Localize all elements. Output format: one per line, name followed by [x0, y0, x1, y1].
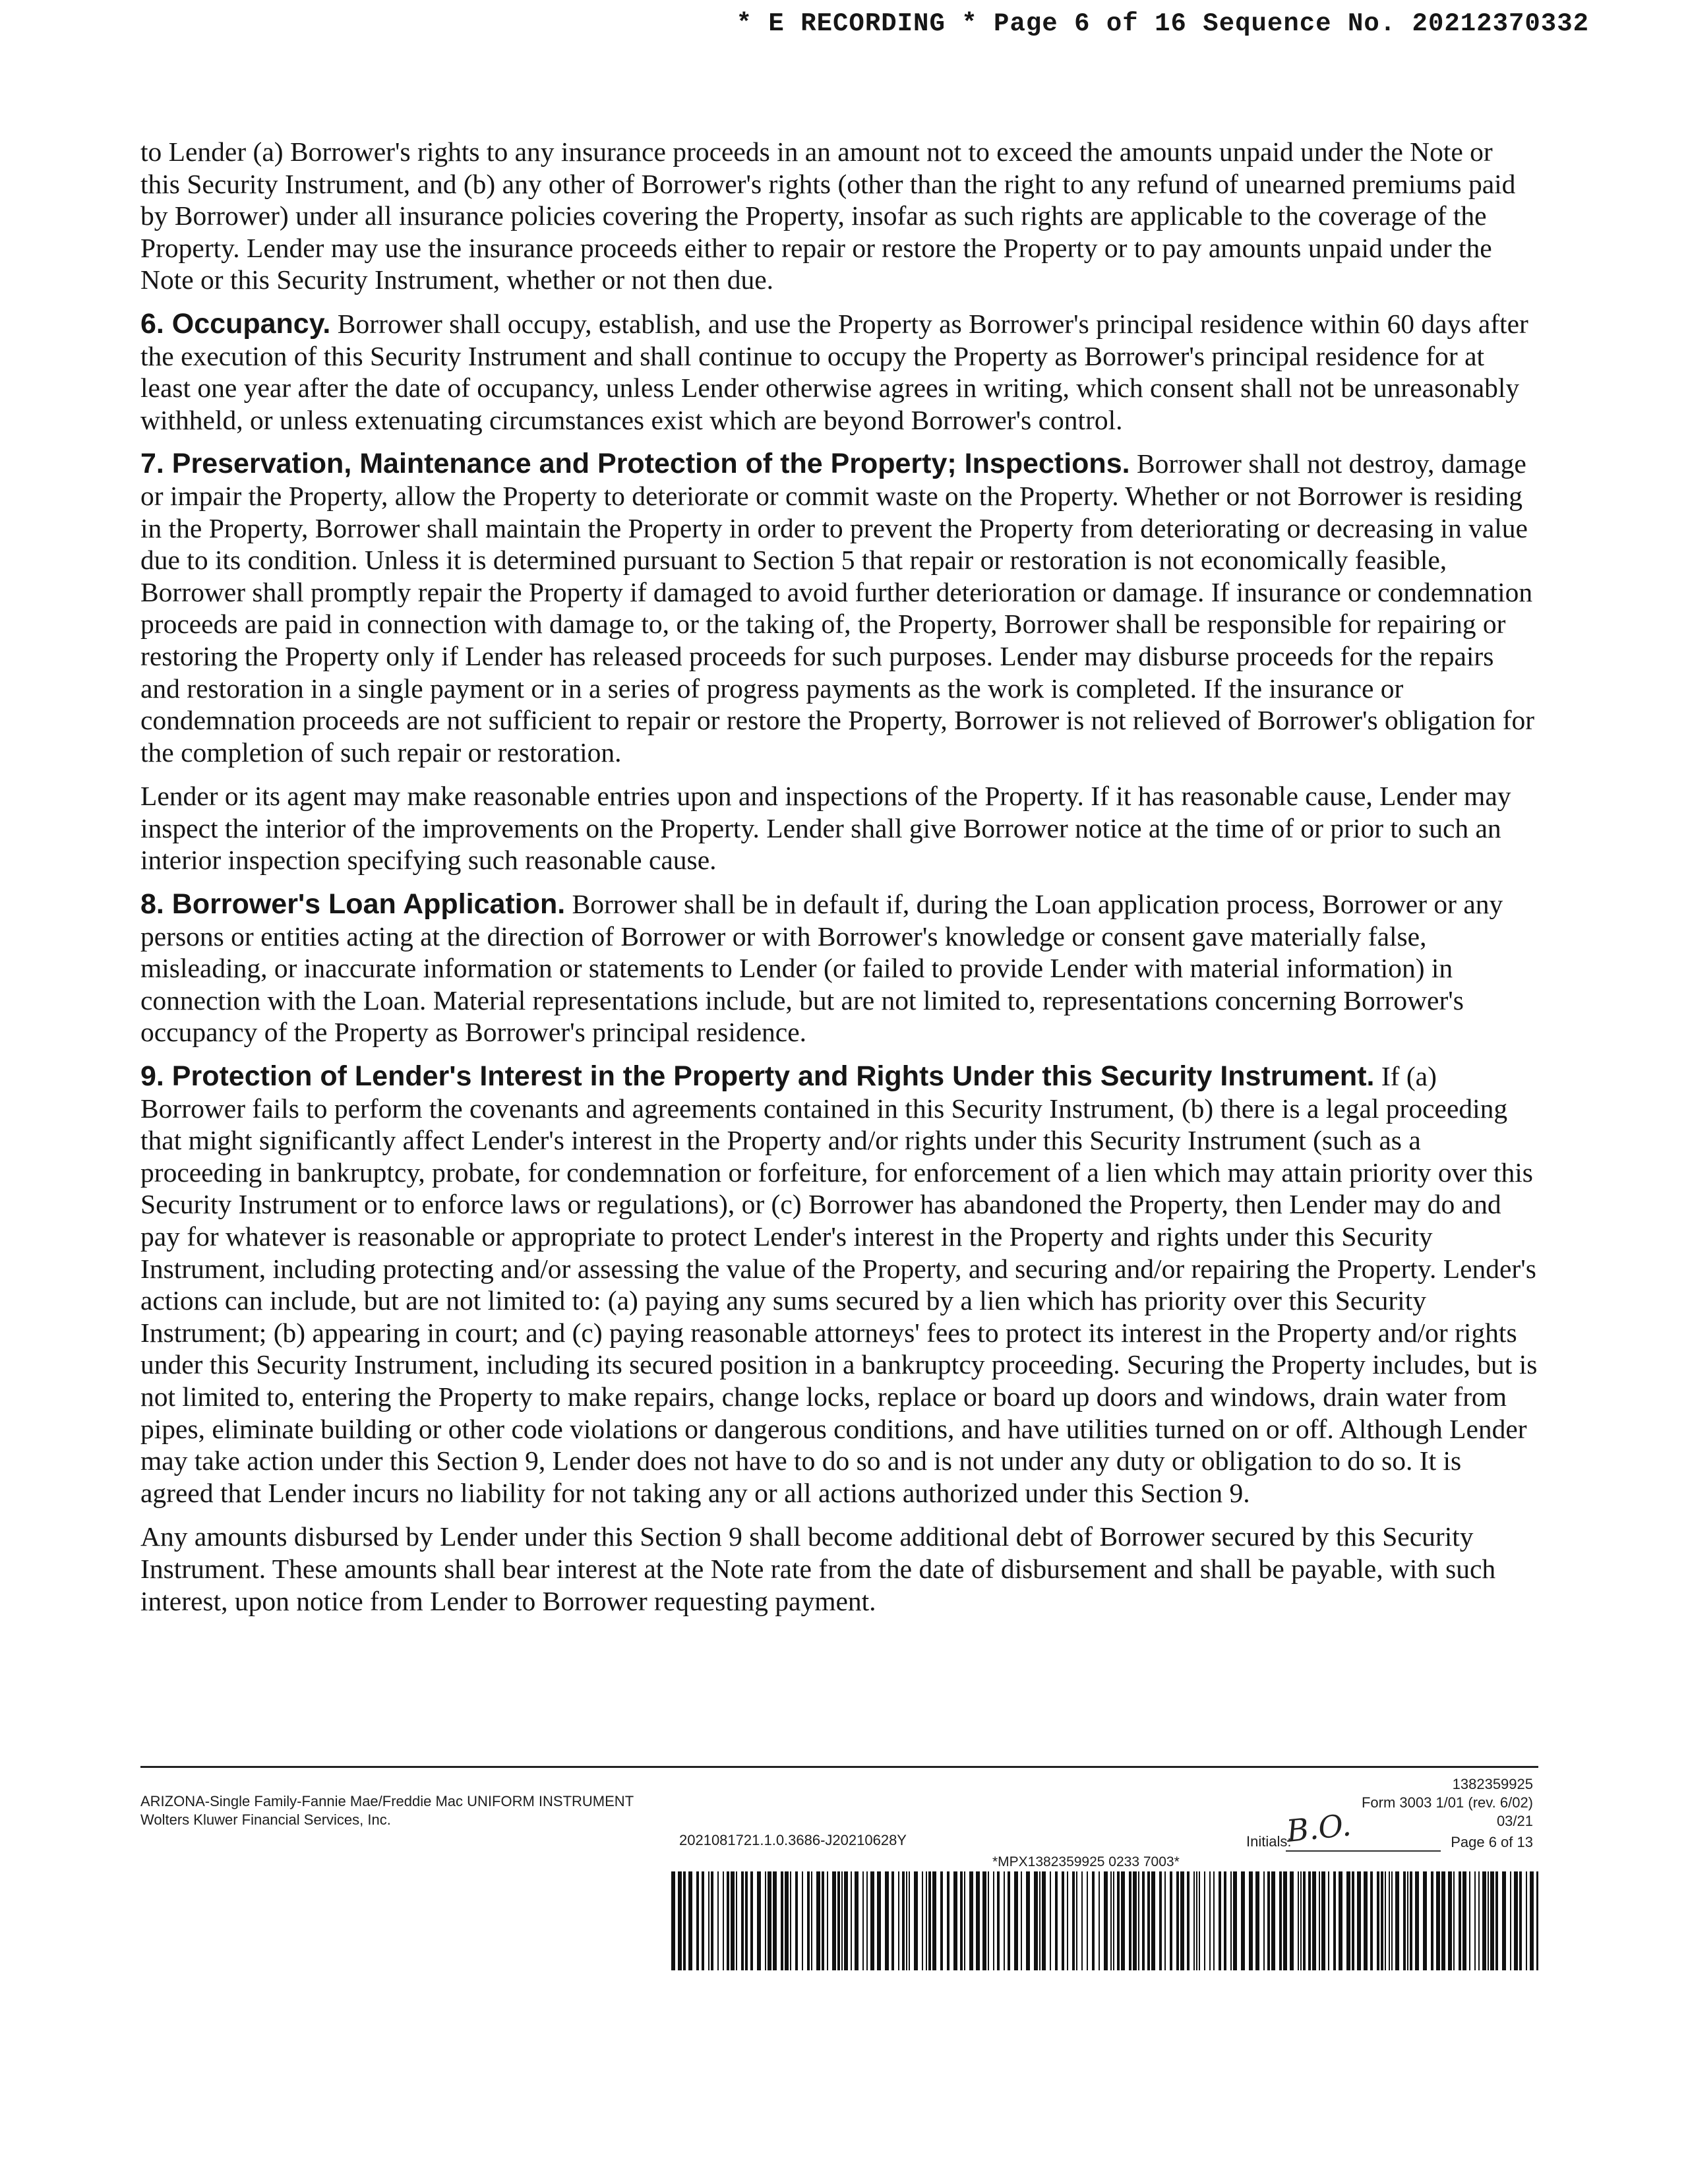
barcode-bar: [1381, 1871, 1383, 1970]
barcode-bar: [1357, 1871, 1361, 1970]
barcode-bar: [1300, 1871, 1302, 1970]
barcode-bar: [816, 1871, 820, 1970]
barcode-bar: [906, 1871, 907, 1970]
section-7-preservation: [140, 448, 1538, 768]
barcode-bar: [1014, 1871, 1018, 1970]
barcode-bar: [1159, 1871, 1162, 1970]
barcode-bar: [1271, 1871, 1275, 1970]
barcode-bar: [745, 1871, 748, 1970]
section-6-text: Borrower shall occupy, establish, and use the Property as Borrower's principal residence within 60 days after the execution of this Security Instrument and shall continue to occupy the Property as Borrower's principal residence for at least one year after the date of occupancy, unless Lender otherwise agrees in writing, which consent shall not be unreasonably withheld, or unless extenuating circumstances exist which are beyond Borrower's control.: [140, 308, 1528, 435]
barcode-bar: [795, 1871, 798, 1970]
barcode-bar: [678, 1871, 682, 1970]
barcode-icon: [671, 1871, 1538, 1970]
barcode-bar: [862, 1871, 864, 1970]
barcode-bar: [768, 1871, 771, 1970]
barcode-bar: [1448, 1871, 1452, 1970]
barcode-bar: [1072, 1871, 1075, 1970]
barcode-bar: [1339, 1871, 1342, 1970]
barcode-bar: [1308, 1871, 1311, 1970]
barcode-bar: [1267, 1871, 1270, 1970]
barcode-bar: [1370, 1871, 1373, 1970]
barcode-bar: [1490, 1871, 1494, 1970]
publisher-name: Wolters Kluwer Financial Services, Inc.: [140, 1811, 391, 1828]
barcode-bar: [1133, 1871, 1137, 1970]
barcode-bar: [885, 1871, 889, 1970]
barcode-bar: [909, 1871, 910, 1970]
barcode-bar: [1333, 1871, 1336, 1970]
section-9-disbursement-paragraph: Any amounts disbursed by Lender under this Section 9 shall become additional debt of Borrower secured by this Security Instrument. These amounts shall bear interest at the Note rate from the date of disbursement and shall be payable, with such interest, upon notice from Lender to Borrower requesting payment.: [140, 1521, 1496, 1616]
barcode-bar: [1034, 1871, 1038, 1970]
barcode-bar: [1151, 1871, 1155, 1970]
barcode-bar: [969, 1871, 973, 1970]
continuation-paragraph: to Lender (a) Borrower's rights to any insurance proceeds in an amount not to exceed the amounts unpaid under the Note or this Security Instrument, and (b) any other of Borrower's rights (other than the right to any refund of unearned premiums paid by Borrower) under all insurance policies covering the Property, insofar as such rights are applicable to the coverage of the Property. Lender may use the insurance proceeds either to repair or restore the Property or to pay amounts unpaid under the Note or this Security Instrument, whether or not then due.: [140, 136, 1516, 295]
barcode-bar: [1519, 1871, 1522, 1970]
barcode-bar: [922, 1871, 923, 1970]
barcode-bar: [1076, 1871, 1077, 1970]
barcode-bar: [1395, 1871, 1399, 1970]
barcode-bar: [1423, 1871, 1427, 1970]
barcode-bar: [790, 1871, 791, 1970]
barcode-bar: [1209, 1871, 1211, 1970]
barcode-bar: [1170, 1871, 1172, 1970]
barcode-bar: [1389, 1871, 1390, 1970]
barcode-bar: [811, 1871, 812, 1970]
page-number: Page 6 of 13: [1451, 1834, 1533, 1850]
barcode-bar: [731, 1871, 735, 1970]
barcode-bar: [1021, 1871, 1022, 1970]
barcode-bar: [683, 1871, 686, 1970]
barcode-bar: [1510, 1871, 1511, 1970]
barcode-bar: [822, 1871, 824, 1970]
barcode-bar: [711, 1871, 713, 1970]
barcode-bar: [1364, 1871, 1368, 1970]
barcode-bar: [1104, 1871, 1108, 1970]
barcode-bar: [1081, 1871, 1083, 1970]
barcode-bar: [844, 1871, 848, 1970]
barcode-bar: [1403, 1871, 1406, 1970]
barcode-bar: [866, 1871, 868, 1970]
barcode-bar: [1436, 1871, 1440, 1970]
document-body: [140, 136, 1538, 1629]
barcode-bar: [1352, 1871, 1354, 1970]
barcode-bar: [741, 1871, 744, 1970]
barcode-bar: [1193, 1871, 1195, 1970]
barcode-bar: [1526, 1871, 1527, 1970]
barcode-bar: [928, 1871, 931, 1970]
barcode-bar: [877, 1871, 881, 1970]
barcode-bar: [1026, 1871, 1030, 1970]
barcode-bar: [902, 1871, 905, 1970]
barcode-bar: [1142, 1871, 1145, 1970]
barcode-bar: [1279, 1871, 1282, 1970]
barcode-bar: [870, 1871, 874, 1970]
barcode-bar: [960, 1871, 963, 1970]
barcode-bar: [802, 1871, 803, 1970]
barcode-bar: [1346, 1871, 1350, 1970]
barcode-bar: [837, 1871, 840, 1970]
barcode-bar: [696, 1871, 699, 1970]
barcode-bar: [1312, 1871, 1316, 1970]
initials-field: [1284, 1807, 1441, 1852]
barcode-bar: [1474, 1871, 1476, 1970]
barcode-bar: [1410, 1871, 1412, 1970]
barcode-bar: [1377, 1871, 1379, 1970]
barcode-bar: [1117, 1871, 1120, 1970]
barcode-bar: [982, 1871, 986, 1970]
barcode-bar: [997, 1871, 1000, 1970]
barcode-bar: [671, 1871, 675, 1970]
form-number: Form 3003 1/01 (rev. 6/02): [1361, 1794, 1533, 1811]
barcode-bar: [1138, 1871, 1139, 1970]
barcode-bar: [781, 1871, 783, 1970]
barcode-bar: [1283, 1871, 1287, 1970]
barcode-bar: [988, 1871, 989, 1970]
footer-divider: [140, 1766, 1538, 1768]
loan-number: 1382359925: [1452, 1776, 1533, 1792]
initials-label: Initials:: [1246, 1833, 1292, 1850]
barcode-bar: [1453, 1871, 1455, 1970]
section-7-title: 7. Preservation, Maintenance and Protection of the Property; Inspections.: [140, 448, 1130, 480]
barcode-bar: [1213, 1871, 1215, 1970]
barcode-bar: [891, 1871, 894, 1970]
barcode-bar: [1164, 1871, 1166, 1970]
barcode-bar: [1303, 1871, 1306, 1970]
barcode-bar: [940, 1871, 943, 1970]
barcode-bar: [1530, 1871, 1534, 1970]
section-9-text: If (a) Borrower fails to perform the covenants and agreements contained in this Security Instrument, (b) there is a legal proceeding that might significantly affect Lender's interest in the Property and/or rights under this Security Instrument (such as a proceeding in bankruptcy, probate, for condemnation or forfeiture, for enforcement of a lien which may attain priority over this Security Instrument or to enforce laws or regulations), or (c) Borrower has abandoned the Property, then Lender may do and pay for whatever is reasonable or appropriate to protect Lender's interest in the Property and rights under this Security Instrument, including protecting and/or assessing the value of the Property, and securing and/or repairing the Property. Lender's actions can include, but are not limited to: (a) paying any sums secured by a lien which has priority over this Security Instrument; (b) appearing in court; and (c) paying reasonable attorneys' fees to protect its interest in the Property and/or rights under this Security Instrument, including its secured position in a bankruptcy proceeding. Securing the Property includes, but is not limited to, entering the Property to make repairs, change locks, replace or board up doors and windows, drain water from pipes, eliminate building or other code violations or dangerous conditions, and have utilities turned on or off. Although Lender may take action under this Section 9, Lender does not have to do so and is not under any duty or obligation to do so. It is agreed that Lender incurs no liability for not taking any or all actions authorized under this Section 9.: [140, 1061, 1538, 1508]
barcode-bar: [717, 1871, 719, 1970]
barcode-bar: [1092, 1871, 1095, 1970]
barcode-bar: [1180, 1871, 1184, 1970]
barcode-bar: [807, 1871, 810, 1970]
section-7-text: Borrower shall not destroy, damage or impair the Property, allow the Property to deteriorate or commit waste on the Property. Whether or not Borrower is residing in the Property, Borrower shall maintain the Property in order to prevent the Property from deteriorating or decreasing in value due to its condition. Unless it is determined pursuant to Section 5 that repair or restoration is not economically feasible, Borrower shall promptly repair the Property if damaged to avoid further deterioration or damage. If insurance or condemnation proceeds are paid in connection with damage to, or the taking of, the Property, Borrower shall be responsible for repairing or restoring the Property only if Lender has released proceeds for such purposes. Lender may disburse proceeds for the repairs and restoration in a single payment or in a series of progress payments as the work is completed. If the insurance or condemnation proceeds are not sufficient to repair or restore the Property, Borrower is not relieved of Borrower's obligation for the completion of such repair or restoration.: [140, 448, 1535, 768]
barcode-bar: [1431, 1871, 1433, 1970]
barcode-bar: [1241, 1871, 1245, 1970]
barcode-bar: [1502, 1871, 1506, 1970]
barcode-bar: [947, 1871, 950, 1970]
barcode-bar: [1230, 1871, 1232, 1970]
barcode-bar: [1488, 1871, 1489, 1970]
barcode-bar: [1514, 1871, 1518, 1970]
barcode-bar: [1298, 1871, 1299, 1970]
barcode-bar: [1441, 1871, 1445, 1970]
barcode-bar: [841, 1871, 843, 1970]
barcode-bar: [827, 1871, 828, 1970]
barcode-bar: [1067, 1871, 1068, 1970]
barcode-bar: [1482, 1871, 1486, 1970]
barcode-bar: [1415, 1871, 1419, 1970]
barcode-bar: [736, 1871, 737, 1970]
barcode-bar: [1249, 1871, 1253, 1970]
barcode-bar: [1110, 1871, 1112, 1970]
barcode-bar: [750, 1871, 753, 1970]
barcode-bar: [1495, 1871, 1498, 1970]
barcode-bar: [953, 1871, 957, 1970]
barcode-bar: [702, 1871, 704, 1970]
barcode-bar: [1039, 1871, 1040, 1970]
barcode-bar: [1321, 1871, 1325, 1970]
document-id: 2021081721.1.0.3686-J20210628Y: [679, 1832, 907, 1848]
barcode-bar: [832, 1871, 836, 1970]
barcode-bar: [976, 1871, 980, 1970]
section-8-text: Borrower shall be in default if, during the Loan application process, Borrower or any persons or entities acting at the direction of Borrower or with Borrower's knowledge or consent gave materially false, misleading, or inaccurate information or statements to Lender (or failed to provide Lender with material information) in connection with the Loan. Material representations include, but are not limited to, representations concerning Borrower's occupancy of the Property as Borrower's principal residence.: [140, 889, 1503, 1048]
barcode-bar: [723, 1871, 724, 1970]
barcode-bar: [1187, 1871, 1190, 1970]
section-9-protection: [140, 1060, 1538, 1509]
barcode-bar: [1055, 1871, 1058, 1970]
barcode-bar: [855, 1871, 859, 1970]
section-8-title: 8. Borrower's Loan Application.: [140, 888, 566, 921]
barcode-bar: [1196, 1871, 1197, 1970]
barcode-bar: [898, 1871, 899, 1970]
barcode-caption: *MPX1382359925 0233 7003*: [992, 1854, 1180, 1869]
barcode-bar: [1219, 1871, 1221, 1970]
barcode-bar: [1478, 1871, 1480, 1970]
barcode-bar: [1328, 1871, 1329, 1970]
barcode-bar: [1199, 1871, 1200, 1970]
barcode-bar: [993, 1871, 994, 1970]
barcode-bar: [1459, 1871, 1461, 1970]
barcode-bar: [932, 1871, 936, 1970]
barcode-bar: [1290, 1871, 1294, 1970]
barcode-bar: [1062, 1871, 1064, 1970]
barcode-bar: [757, 1871, 761, 1970]
barcode-bar: [1462, 1871, 1466, 1970]
barcode-bar: [1050, 1871, 1051, 1970]
barcode-bar: [1319, 1871, 1320, 1970]
barcode-bar: [1233, 1871, 1237, 1970]
barcode-bar: [1004, 1871, 1005, 1970]
barcode-bar: [727, 1871, 729, 1970]
barcode-bar: [765, 1871, 766, 1970]
barcode-bar: [1391, 1871, 1393, 1970]
barcode-bar: [914, 1871, 918, 1970]
barcode-bar: [1536, 1871, 1538, 1970]
barcode-bar: [688, 1871, 692, 1970]
barcode-bar: [785, 1871, 789, 1970]
barcode-bar: [851, 1871, 852, 1970]
barcode-bar: [1099, 1871, 1100, 1970]
section-6-occupancy: [140, 308, 1538, 436]
barcode-bar: [1204, 1871, 1205, 1970]
section-7-inspections-paragraph: Lender or its agent may make reasonable entries upon and inspections of the Property. If it has reasonable cause, Lender may inspect the interior of the improvements on the Property. Lender shall give Borrower notice at the time of or prior to such an interior inspection specifying such reasonable cause.: [140, 781, 1511, 876]
form-date: 03/21: [1496, 1813, 1533, 1829]
barcode-bar: [1255, 1871, 1259, 1970]
recording-header: * E RECORDING * Page 6 of 16 Sequence No. 20212370332: [736, 9, 1589, 38]
barcode-bar: [1042, 1871, 1046, 1970]
barcode-bar: [708, 1871, 709, 1970]
section-6-title: 6. Occupancy.: [140, 307, 331, 340]
barcode-bar: [1385, 1871, 1386, 1970]
barcode-bar: [1147, 1871, 1150, 1970]
section-8-loan-application: [140, 888, 1538, 1048]
barcode-bar: [926, 1871, 927, 1970]
barcode-bar: [1121, 1871, 1125, 1970]
barcode-bar: [1087, 1871, 1088, 1970]
initials-signature: B.O.: [1284, 1807, 1353, 1849]
barcode-bar: [1263, 1871, 1265, 1970]
barcode-bar: [1224, 1871, 1226, 1970]
barcode-bar: [1008, 1871, 1010, 1970]
barcode-bar: [1469, 1871, 1470, 1970]
barcode-bar: [964, 1871, 965, 1970]
section-9-title: 9. Protection of Lender's Interest in the Property and Rights Under this Security Instrument.: [140, 1060, 1375, 1093]
barcode-bar: [1129, 1871, 1131, 1970]
barcode-bar: [773, 1871, 777, 1970]
barcode-bar: [1407, 1871, 1408, 1970]
barcode-bar: [1113, 1871, 1114, 1970]
barcode-bar: [1176, 1871, 1179, 1970]
form-title: ARIZONA-Single Family-Fannie Mae/Freddie Mac UNIFORM INSTRUMENT: [140, 1793, 634, 1809]
